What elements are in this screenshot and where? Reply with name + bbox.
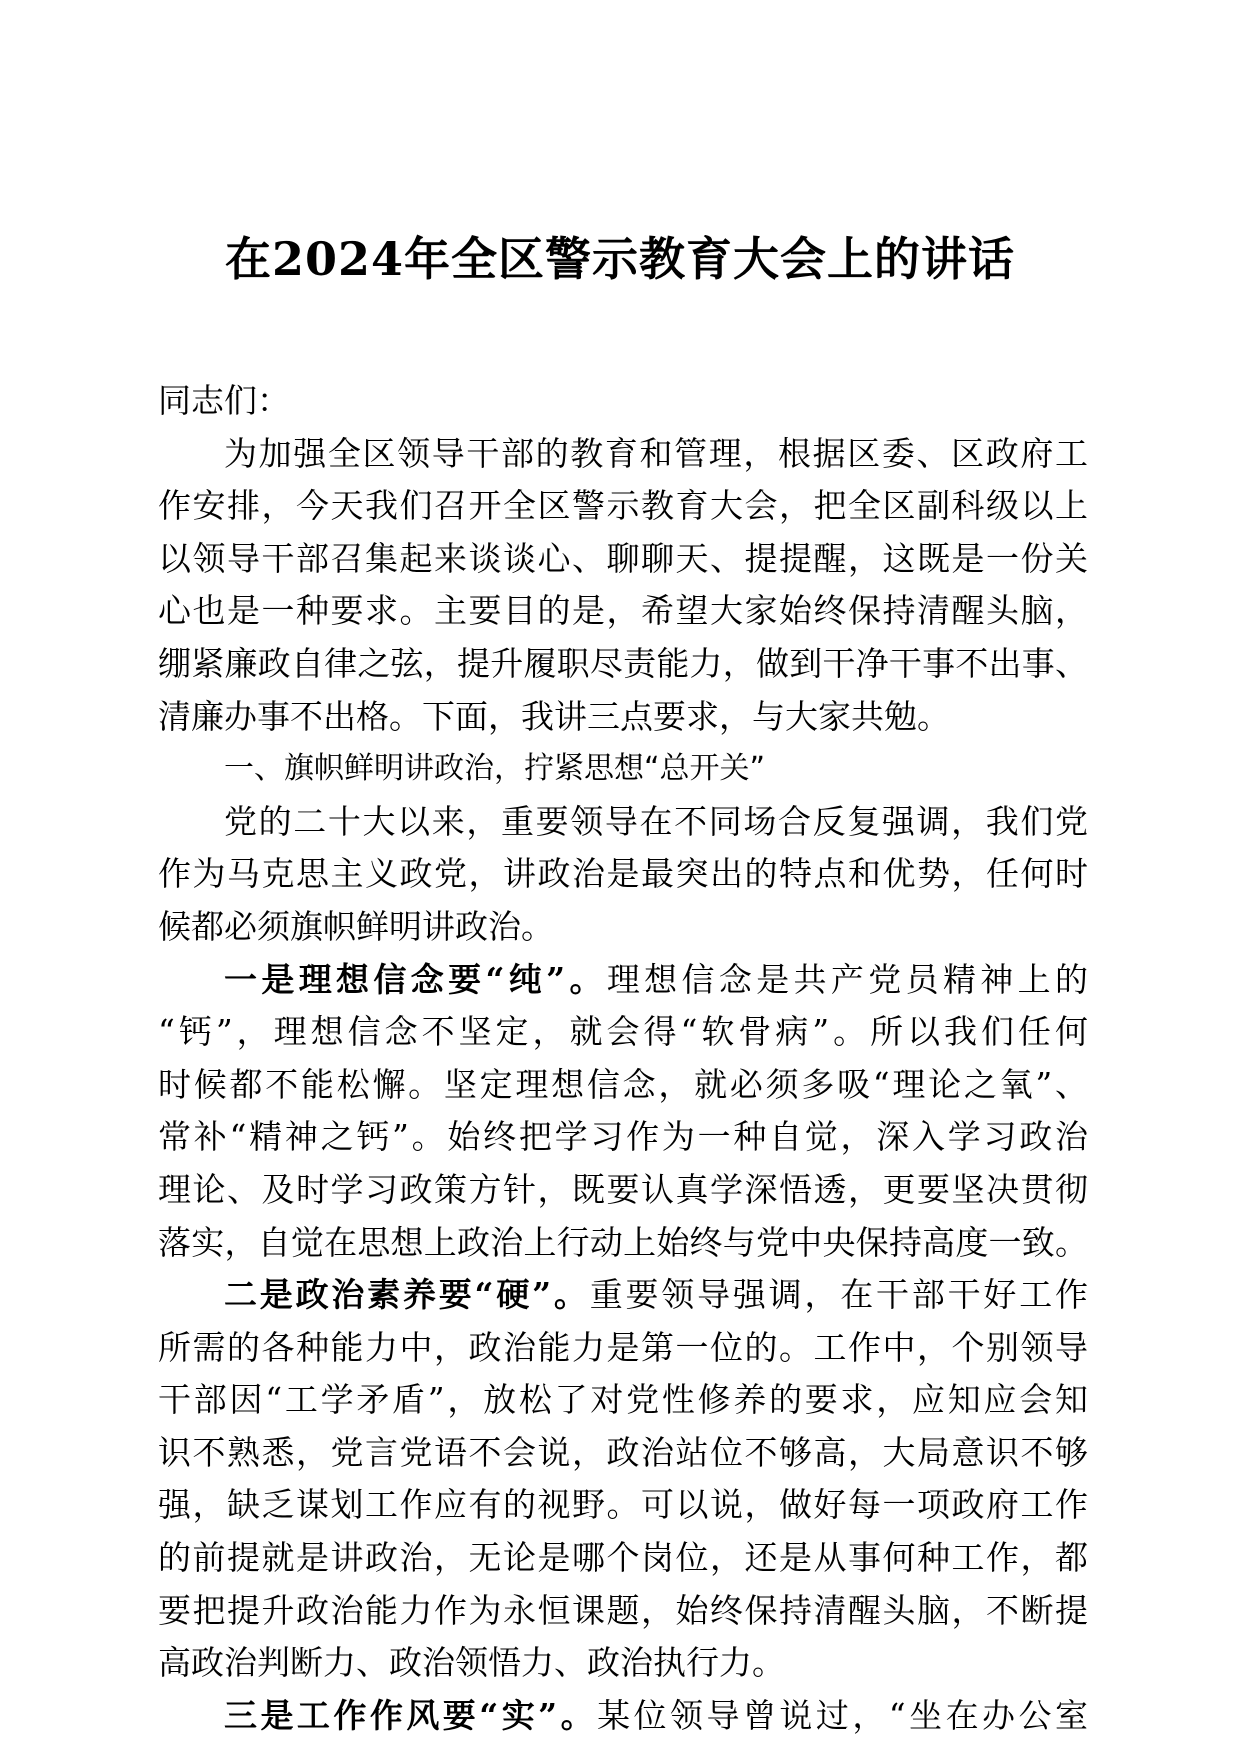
line-text: 干部因“工学矛盾”，放松了对党性修养的要求，应知应会知 bbox=[158, 1380, 1088, 1420]
text-line bbox=[158, 796, 1088, 849]
text-line bbox=[158, 691, 1088, 744]
line-text: 候都必须旗帜鲜明讲政治。 bbox=[158, 906, 554, 946]
text-line bbox=[158, 533, 1088, 586]
line-text: 清廉办事不出格。下面，我讲三点要求，与大家共勉。 bbox=[158, 696, 950, 736]
text-line bbox=[158, 1585, 1088, 1638]
line-text: 一、旗帜鲜明讲政治，拧紧思想“总开关” bbox=[224, 751, 766, 787]
text-line bbox=[158, 954, 1088, 1007]
text-line bbox=[158, 901, 1088, 954]
document-body bbox=[158, 375, 1088, 1742]
text-line bbox=[158, 1059, 1088, 1112]
text-line bbox=[158, 848, 1088, 901]
bold-lead-phrase: 一是理想信念要“纯”。 bbox=[224, 959, 607, 999]
line-text: 高政治判断力、政治领悟力、政治执行力。 bbox=[158, 1643, 785, 1683]
text-line bbox=[158, 743, 1088, 796]
line-text: 识不熟悉，党言党语不会说，政治站位不够高，大局意识不够 bbox=[158, 1432, 1088, 1472]
line-text: 同志们： bbox=[158, 381, 290, 420]
bold-lead-phrase: 三是工作作风要“实”。 bbox=[224, 1695, 598, 1735]
bold-lead-phrase: 二是政治素养要“硬”。 bbox=[224, 1275, 590, 1315]
text-line bbox=[158, 1637, 1088, 1690]
line-text: 强，缺乏谋划工作应有的视野。可以说，做好每一项政府工作 bbox=[158, 1485, 1088, 1525]
text-line bbox=[158, 1269, 1088, 1322]
text-line bbox=[158, 1217, 1088, 1270]
text-line bbox=[158, 1690, 1088, 1743]
line-text: 理论、及时学习政策方针，既要认真学深悟透，更要坚决贯彻 bbox=[158, 1169, 1088, 1209]
text-line bbox=[158, 638, 1088, 691]
line-text: 所需的各种能力中，政治能力是第一位的。工作中，个别领导 bbox=[158, 1327, 1088, 1367]
document-title: 在2024年全区警示教育大会上的讲话 bbox=[224, 232, 1016, 286]
text-line bbox=[158, 1322, 1088, 1375]
line-text: 作安排，今天我们召开全区警示教育大会，把全区副科级以上 bbox=[158, 486, 1088, 526]
line-text: 落实，自觉在思想上政治上行动上始终与党中央保持高度一致。 bbox=[158, 1222, 1088, 1262]
text-line bbox=[158, 1164, 1088, 1217]
line-text: 党的二十大以来，重要领导在不同场合反复强调，我们党 bbox=[224, 801, 1088, 841]
text-line bbox=[158, 1427, 1088, 1480]
line-text: 时候都不能松懈。坚定理想信念，就必须多吸“理论之氧”、 bbox=[158, 1064, 1088, 1104]
line-text: 作为马克思主义政党，讲政治是最突出的特点和优势，任何时 bbox=[158, 854, 1088, 894]
line-text: 的前提就是讲政治，无论是哪个岗位，还是从事何种工作，都 bbox=[158, 1538, 1088, 1578]
line-text: 常补“精神之钙”。始终把学习作为一种自觉，深入学习政治 bbox=[158, 1117, 1088, 1157]
line-text: 绷紧廉政自律之弦，提升履职尽责能力，做到干净干事不出事、 bbox=[158, 643, 1088, 683]
line-text: “钙”，理想信念不坚定，就会得“软骨病”。所以我们任何 bbox=[158, 1012, 1088, 1052]
text-line bbox=[158, 1374, 1088, 1427]
text-line bbox=[158, 375, 1088, 428]
text-line bbox=[158, 428, 1088, 481]
line-text: 心也是一种要求。主要目的是，希望大家始终保持清醒头脑， bbox=[158, 591, 1088, 631]
text-line bbox=[158, 1006, 1088, 1059]
text-line bbox=[158, 585, 1088, 638]
line-text: 为加强全区领导干部的教育和管理，根据区委、区政府工 bbox=[224, 433, 1088, 473]
text-line bbox=[158, 1111, 1088, 1164]
line-text: 要把提升政治能力作为永恒课题，始终保持清醒头脑，不断提 bbox=[158, 1590, 1088, 1630]
line-text: 某位领导曾说过，“坐在办公室 bbox=[597, 1695, 1088, 1735]
text-line bbox=[158, 1479, 1088, 1532]
line-text: 以领导干部召集起来谈谈心、聊聊天、提提醒，这既是一份关 bbox=[158, 538, 1088, 578]
line-text: 重要领导强调，在干部干好工作 bbox=[589, 1275, 1088, 1315]
text-line bbox=[158, 1532, 1088, 1585]
line-text: 理想信念是共产党员精神上的 bbox=[606, 959, 1089, 999]
text-line bbox=[158, 480, 1088, 533]
